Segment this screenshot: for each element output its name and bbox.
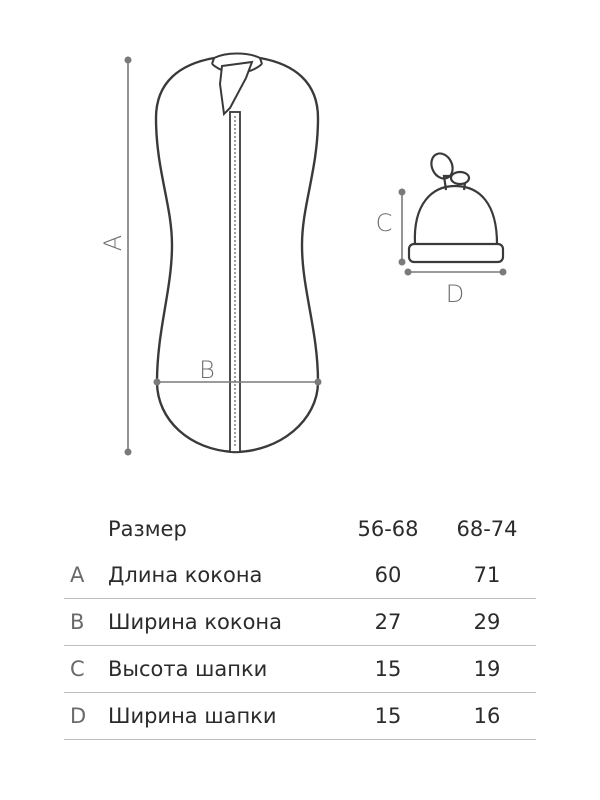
table-row bbox=[64, 599, 536, 646]
row-value-1: 15 bbox=[374, 704, 402, 728]
table-row bbox=[64, 693, 536, 740]
dimension-d-label: D bbox=[445, 280, 465, 308]
row-value-1: 15 bbox=[374, 657, 402, 681]
header-size-56-68: 56-68 bbox=[357, 517, 419, 541]
row-name: Высота шапки bbox=[108, 657, 268, 681]
dimension-b-label: B bbox=[199, 356, 215, 384]
row-name: Ширина шапки bbox=[108, 704, 277, 728]
header-size-68-74: 68-74 bbox=[456, 517, 518, 541]
row-value-2: 16 bbox=[473, 704, 501, 728]
hat-icon bbox=[409, 150, 503, 262]
row-value-1: 27 bbox=[374, 610, 402, 634]
table-row bbox=[64, 552, 536, 599]
dimension-a bbox=[125, 57, 131, 455]
size-table-header bbox=[64, 506, 536, 552]
collar-flap-icon bbox=[220, 62, 252, 114]
row-name: Ширина кокона bbox=[108, 610, 283, 634]
row-letter: C bbox=[70, 657, 85, 681]
header-letter-cell bbox=[64, 506, 108, 552]
zipper bbox=[230, 112, 240, 452]
row-value-1: 60 bbox=[374, 563, 402, 587]
row-value-2: 19 bbox=[473, 657, 501, 681]
row-letter: D bbox=[70, 704, 87, 728]
row-name: Длина кокона bbox=[108, 563, 263, 587]
row-value-2: 29 bbox=[473, 610, 501, 634]
row-letter: B bbox=[70, 610, 85, 634]
dimension-d bbox=[405, 269, 506, 275]
dimension-c-label: C bbox=[375, 209, 393, 237]
dimension-a-label: A bbox=[99, 234, 127, 252]
table-row bbox=[64, 646, 536, 693]
dimension-c bbox=[399, 189, 405, 265]
row-letter: A bbox=[70, 563, 85, 587]
header-size-label: Размер bbox=[108, 517, 187, 541]
row-value-2: 71 bbox=[473, 563, 501, 587]
size-table bbox=[64, 506, 536, 740]
